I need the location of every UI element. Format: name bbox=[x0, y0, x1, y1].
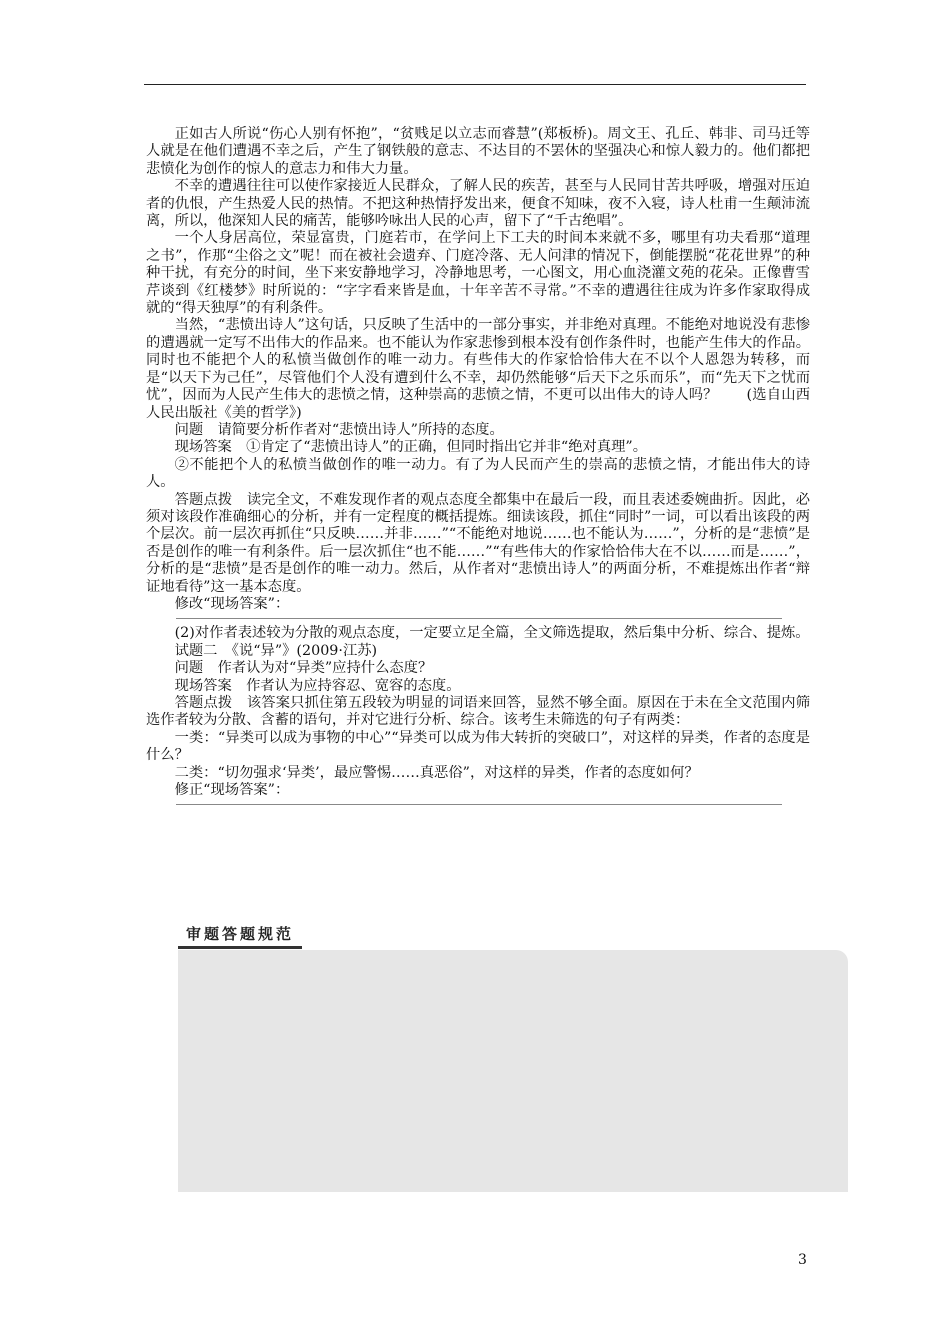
answer-blank-line[interactable] bbox=[176, 618, 782, 619]
category-one: 一类：“异类可以成为事物的中心”“异类可以成为伟大转折的突破口”，对这样的异类，作者的态度是什么？ bbox=[146, 729, 810, 764]
paragraph: 正如古人所说“伤心人别有怀抱”，“贫贱足以立志而睿慧”(郑板桥)。周文王、孔丘、韩非、司马迁等人就是在他们遭遇不幸之后，产生了钢铁般的意志、不达目的不罢休的坚强决心和惊人毅力的。他们都把悲愤化为创作的惊人的意志力和伟大力量。 bbox=[146, 126, 810, 177]
paragraph: 一个人身居高位，荣显富贵，门庭若市，在学问上下工夫的时间本来就不多，哪里有功夫看那“道理之书”，作那“尘俗之文”呢！而在被社会遗弃、门庭冷落、无人问津的情况下，倒能摆脱“花花世界”的种种干扰，有充分的时间，坐下来安静地学习，冷静地思考，一心图文，用心血浇灌文苑的花朵。正像曹雪芹谈到《红楼梦》时所说的：“字字看来皆是血，十年辛苦不寻常。”不幸的遭遇往往成为许多作家取得成就的“得天独厚”的有利条件。 bbox=[146, 230, 810, 317]
exercise-2-title: 试题二 《说“异”》(2009·江苏) bbox=[174, 642, 378, 659]
paragraph: 当然，“悲愤出诗人”这句话，只反映了生活中的一部分事实，并非绝对真理。不能绝对地说没有悲惨的遭遇就一定写不出伟大的作品来。也不能认为作家悲惨到根本没有创作条件时，也能产生伟大的作品。同时也不能把个人的私愤当做创作的唯一动力。有些伟大的作家恰恰伟大在不以个人恩怨为转移，而是“以天下为己任”，尽管他们个人没有遭到什么不幸，却仍然能够“后天下之乐而乐”，而“先天下之忧而忧”，因而为人民产生伟大的悲愤之情，这种崇高的悲愤之情，不更可以出伟大的诗人吗？ (选自山西人民出版社《美的哲学》) bbox=[146, 317, 810, 421]
revise-prompt-2: 修正“现场答案”： bbox=[174, 782, 290, 799]
category-two: 二类：“切勿强求‘异类’，最应警惕……真恶俗”，对这样的异类，作者的态度如何？ bbox=[174, 764, 699, 781]
on-site-answer-1-part-2: ②不能把个人的私愤当做创作的唯一动力。有了为人民而产生的崇高的悲愤之情，才能出伟大的诗人。 bbox=[146, 456, 810, 491]
answer-tips-1: 答题点拨 读完全文，不难发现作者的观点态度全都集中在最后一段，而且表述委婉曲折。因此，必须对该段作准确细心的分析，并有一定程度的概括提炼。细读该段，抓住“同时”一词，可以看出该段的两个层次。前一层次再抓住“只反映……并非……”“不能绝对地说……也不能认为……”，分析的是“悲愤”是否是创作的唯一有利条件。后一层次抓住“也不能……”“有些伟大的作家恰恰伟大在不以……而是……”，分析的是“悲愤”是否是创作的唯一动力。然后，从作者对“悲愤出诗人”的两面分析，不难提炼出作者“辩证地看待”这一基本态度。 bbox=[146, 491, 810, 595]
header-rule bbox=[144, 84, 806, 85]
article-body bbox=[146, 126, 810, 811]
paragraph: 不幸的遭遇往往可以使作家接近人民群众，了解人民的疾苦，甚至与人民同甘苦共呼吸，增强对压迫者的仇恨，产生热爱人民的热情。不把这种热情抒发出来，便食不知味，夜不入寝，诗人杜甫一生颠沛流离，所以，他深知人民的痛苦，能够吟咏出人民的心声，留下了“千古绝唱”。 bbox=[146, 178, 810, 230]
revise-prompt-1: 修改“现场答案”： bbox=[174, 595, 290, 612]
on-site-answer-1: 现场答案 ①肯定了“悲愤出诗人”的正确，但同时指出它并非“绝对真理”。 bbox=[174, 439, 648, 456]
method-note: (2)对作者表述较为分散的观点态度，一定要立足全篇，全文筛选提取，然后集中分析、综合、提炼。 bbox=[174, 625, 810, 642]
question-2: 问题 作者认为对“异类”应持什么态度？ bbox=[174, 660, 433, 677]
question-1: 问题 请简要分析作者对“悲愤出诗人”所持的态度。 bbox=[174, 421, 504, 438]
norms-panel bbox=[178, 950, 848, 1192]
section-title-tab: 审题答题规范 bbox=[178, 922, 302, 949]
answer-tips-2: 答题点拨 该答案只抓住第五段较为明显的词语来回答，显然不够全面。原因在于未在全文范围内筛选作者较为分散、含蓄的语句，并对它进行分析、综合。该考生未筛选的句子有两类： bbox=[146, 695, 810, 729]
page-number: 3 bbox=[798, 1252, 807, 1268]
answer-blank-line[interactable] bbox=[176, 804, 782, 805]
on-site-answer-2: 现场答案 作者认为应持容忍、宽容的态度。 bbox=[174, 677, 461, 694]
